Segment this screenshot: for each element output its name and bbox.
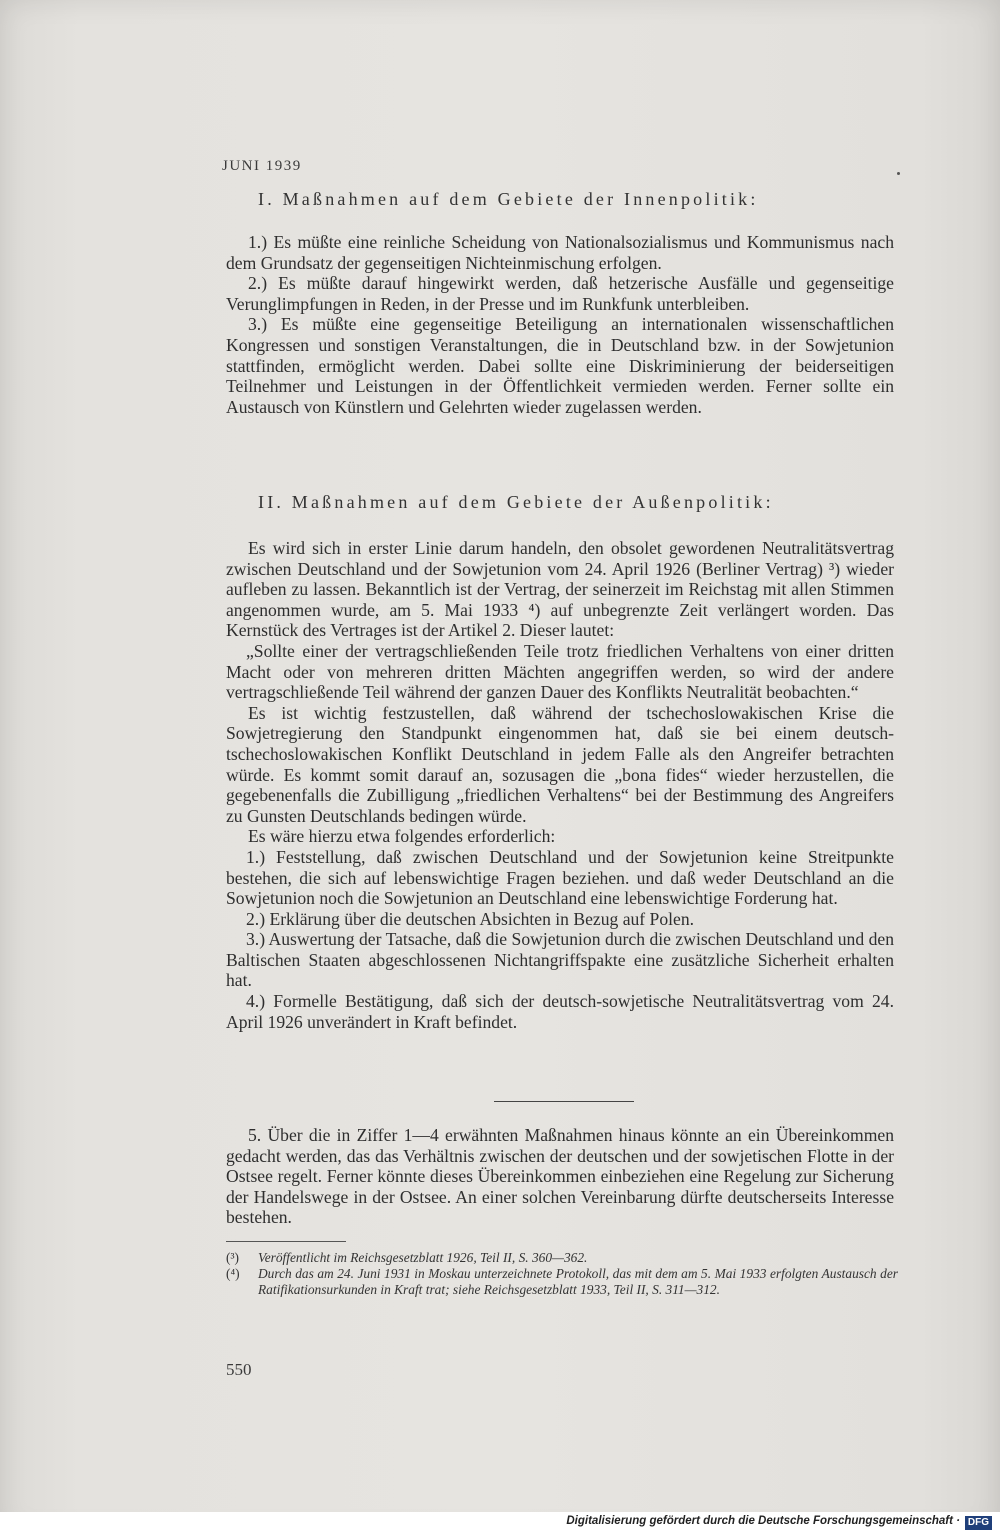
section-3-paragraph: 5. Über die in Ziffer 1—4 erwähnten Maßnahmen hinaus könnte an ein Übereinkommen gedacht werden, das das Verhältnis zwischen der deutschen und der sowjetischen Flotte in der Ostsee regelt. Ferner könnte dieses Übereinkommen einbeziehen eine Regelung zur Sicherung der Handelswege in der Ostsee. An einer solchen Vereinbarung dürfte deutscherseits Interesse bestehen. <box>226 1125 894 1228</box>
requirement-item-1: 1.) Feststellung, daß zwischen Deutschland und der Sowjetunion keine Streitpunkte bestehen, die sich auf lebenswichtige Fragen beziehen. und daß weder Deutschland an die Sowjetunion noch die Sowjetunion an Deutschland eine lebenswichtige Forderung hat. <box>226 846 894 909</box>
footnote-4-mark: (⁴) <box>226 1266 240 1281</box>
section-1-item-3: 3.) Es müßte eine gegenseitige Beteiligung an internationalen wissenschaftlichen Kongressen und sonstigen Veranstaltungen, die in Deutschland bzw. in der Sowjetunion stattfinden, ermöglicht werden. Dabei sollte eine Diskriminierung der beiderseitigen Teilnehmer und Leistungen in der Öffentlichkeit vermieden werden. Ferner sollte ein Austausch von Künstlern und Gelehrten wieder zugelassen werden. <box>226 314 894 417</box>
dfg-logo-icon: DFG <box>965 1516 992 1530</box>
footnote-3-mark: (³) <box>226 1250 239 1265</box>
section-1-item-1: 1.) Es müßte eine reinliche Scheidung von Nationalsozialismus und Kommunismus nach dem Grundsatz der gegenseitigen Nichteinmischung erfolgen. <box>226 232 894 273</box>
section-2-analysis: Es ist wichtig festzustellen, daß während der tschechoslowakischen Krise die Sowjetregierung den Standpunkt eingenommen hat, daß sie bei einem deutsch-tschechoslowakischen Konflikt Deutschland in jedem Falle als den Angreifer betrachten würde. Es kommt somit darauf an, sozusagen die „bona fides“ wieder herzustellen, die gegebenenfalls die Zubilligung „friedlichen Verhaltens“ bei der Bestimmung des Angreifers zu Gunsten Deutschlands bedingen würde. <box>226 702 894 826</box>
footnotes <box>226 1250 898 1298</box>
section-2-intro: Es wird sich in erster Linie darum handeln, den obsolet gewordenen Neutralitätsvertrag zwischen Deutschland und der Sowjetunion vom 24. April 1926 (Berliner Vertrag) ³) wieder aufleben zu lassen. Bekanntlich ist der Vertrag, der seinerzeit im Reichstag mit allen Stimmen angenommen wurde, am 5. Mai 1933 ⁴) auf unbegrenzte Zeit verlängert worden. Das Kernstück des Vertrages ist der Artikel 2. Dieser lautet: <box>226 538 894 641</box>
dfg-credit-text: Digitalisierung gefördert durch die Deutsche Forschungsgemeinschaft · <box>566 1515 960 1527</box>
footnote-4-text: Durch das am 24. Juni 1931 in Moskau unterzeichnete Protokoll, das mit dem am 5. Mai 1933 erfolgten Austausch der Ratifikationsurkunden in Kraft trat; siehe Reichsgesetzblatt 1933, Teil II, S. 311—312. <box>258 1266 898 1297</box>
running-header: JUNI 1939 <box>222 158 302 174</box>
requirement-item-3: 3.) Auswertung der Tatsache, daß die Sowjetunion durch die zwischen Deutschland und den Baltischen Staaten abgeschlossenen Nichtangriffspakte eine zusätzliche Sicherheit erhalten hat. <box>226 929 894 991</box>
footnote-4 <box>226 1266 898 1298</box>
section-divider <box>494 1101 634 1102</box>
article-2-quote: „Sollte einer der vertragschließenden Teile trotz friedlichen Verhaltens von einer dritten Macht oder von mehreren dritten Mächten angegriffen werden, so wird der andere vertragschließende Teil während der ganzen Dauer des Konflikts Neutralität beobachten.“ <box>226 640 894 703</box>
requirement-item-2: 2.) Erklärung über die deutschen Absichten in Bezug auf Polen. <box>246 908 695 929</box>
page-number: 550 <box>226 1360 252 1379</box>
section-1-body <box>226 232 894 417</box>
section-2-heading: II. Maßnahmen auf dem Gebiete der Außenpolitik: <box>258 492 774 512</box>
requirement-item-4: 4.) Formelle Bestätigung, daß sich der deutsch-sowjetische Neutralitätsvertrag vom 24. April 1926 unverändert in Kraft befindet. <box>226 991 894 1032</box>
section-2-lead: Es wäre hierzu etwa folgendes erforderlich: <box>248 826 556 847</box>
speck-mark <box>897 172 900 175</box>
section-1-item-2: 2.) Es müßte darauf hingewirkt werden, daß hetzerische Ausfälle und gegenseitige Verunglimpfungen in Reden, in der Presse und im Runkfunk unterbleiben. <box>226 273 894 314</box>
section-2-body <box>226 538 894 1032</box>
footnote-rule <box>226 1241 346 1242</box>
footnote-3-text: Veröffentlicht im Reichsgesetzblatt 1926, Teil II, S. 360—362. <box>258 1250 588 1265</box>
section-3-body <box>226 1125 894 1228</box>
section-1-heading: I. Maßnahmen auf dem Gebiete der Innenpolitik: <box>258 189 759 209</box>
footnote-3 <box>226 1250 898 1266</box>
